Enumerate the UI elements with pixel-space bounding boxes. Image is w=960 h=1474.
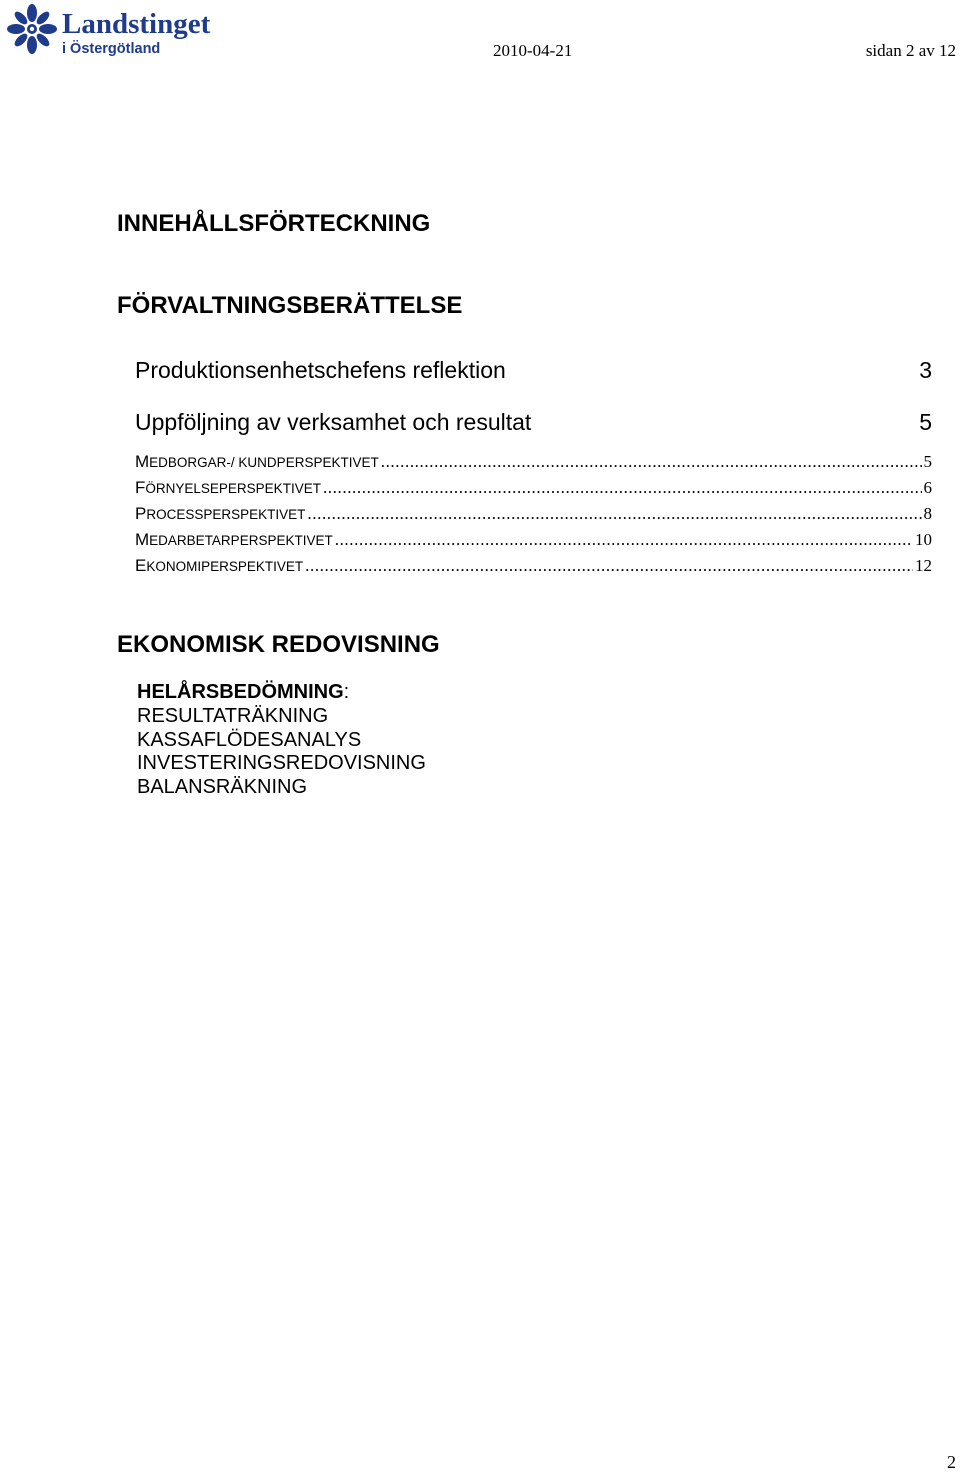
toc-title: INNEHÅLLSFÖRTECKNING: [117, 210, 431, 237]
section-heading-ekonomisk-redovisning: EKONOMISK REDOVISNING: [117, 631, 440, 658]
toc-subentry[interactable]: [135, 528, 932, 552]
toc-subentry[interactable]: [135, 450, 932, 474]
toc-subentry-page: 10: [915, 530, 932, 549]
toc-subentry[interactable]: [135, 502, 932, 526]
dot-leader: [381, 450, 922, 474]
footer-page-number: 2: [947, 1452, 956, 1472]
toc-entry-page: 5: [919, 409, 932, 435]
toc-entry[interactable]: [135, 408, 932, 436]
dot-leader: [307, 502, 921, 526]
toc-subentry-label: MEDBORGAR-/ KUNDPERSPEKTIVET: [135, 452, 379, 471]
toc-entry-label: Produktionsenhetschefens reflektion: [135, 357, 506, 383]
toc-subentry-label: MEDARBETARPERSPEKTIVET: [135, 530, 333, 549]
toc-subentry-label: EKONOMIPERSPEKTIVET: [135, 556, 304, 575]
logo-name: Landstinget: [62, 8, 211, 40]
list-item: RESULTATRÄKNING: [137, 705, 329, 727]
list-item: INVESTERINGSREDOVISNING: [137, 752, 426, 774]
toc-entry-page: 3: [919, 357, 932, 383]
toc-subentry-page: 5: [923, 452, 932, 471]
toc-subentry-label: FÖRNYELSEPERSPEKTIVET: [135, 478, 321, 497]
section-heading-forvaltningsberattelse: FÖRVALTNINGSBERÄTTELSE: [117, 292, 463, 319]
logo-region: i Östergötland: [62, 41, 161, 57]
toc-subentry-page: 6: [923, 478, 932, 497]
list-item: KASSAFLÖDESANALYS: [137, 729, 362, 751]
toc-entry[interactable]: [135, 356, 932, 384]
toc-subentry[interactable]: [135, 476, 932, 500]
toc-subentry[interactable]: [135, 554, 932, 578]
toc-subentry-page: 8: [923, 504, 932, 523]
dot-leader: [305, 554, 913, 578]
dot-leader: [323, 476, 922, 500]
toc-entry-label: Uppföljning av verksamhet och resultat: [135, 409, 532, 435]
landstinget-logo: [4, 2, 244, 58]
header-page-info: sidan 2 av 12: [865, 41, 956, 60]
header-date: 2010-04-21: [493, 41, 573, 60]
list-item: BALANSRÄKNING: [137, 776, 308, 798]
flower-emblem-icon: [4, 2, 244, 58]
list-item-helarsbedomning: HELÅRSBEDÖMNING:: [137, 681, 350, 703]
toc-subentry-page: 12: [915, 556, 932, 575]
dot-leader: [335, 528, 913, 552]
toc-subentry-label: PROCESSPERSPEKTIVET: [135, 504, 306, 523]
